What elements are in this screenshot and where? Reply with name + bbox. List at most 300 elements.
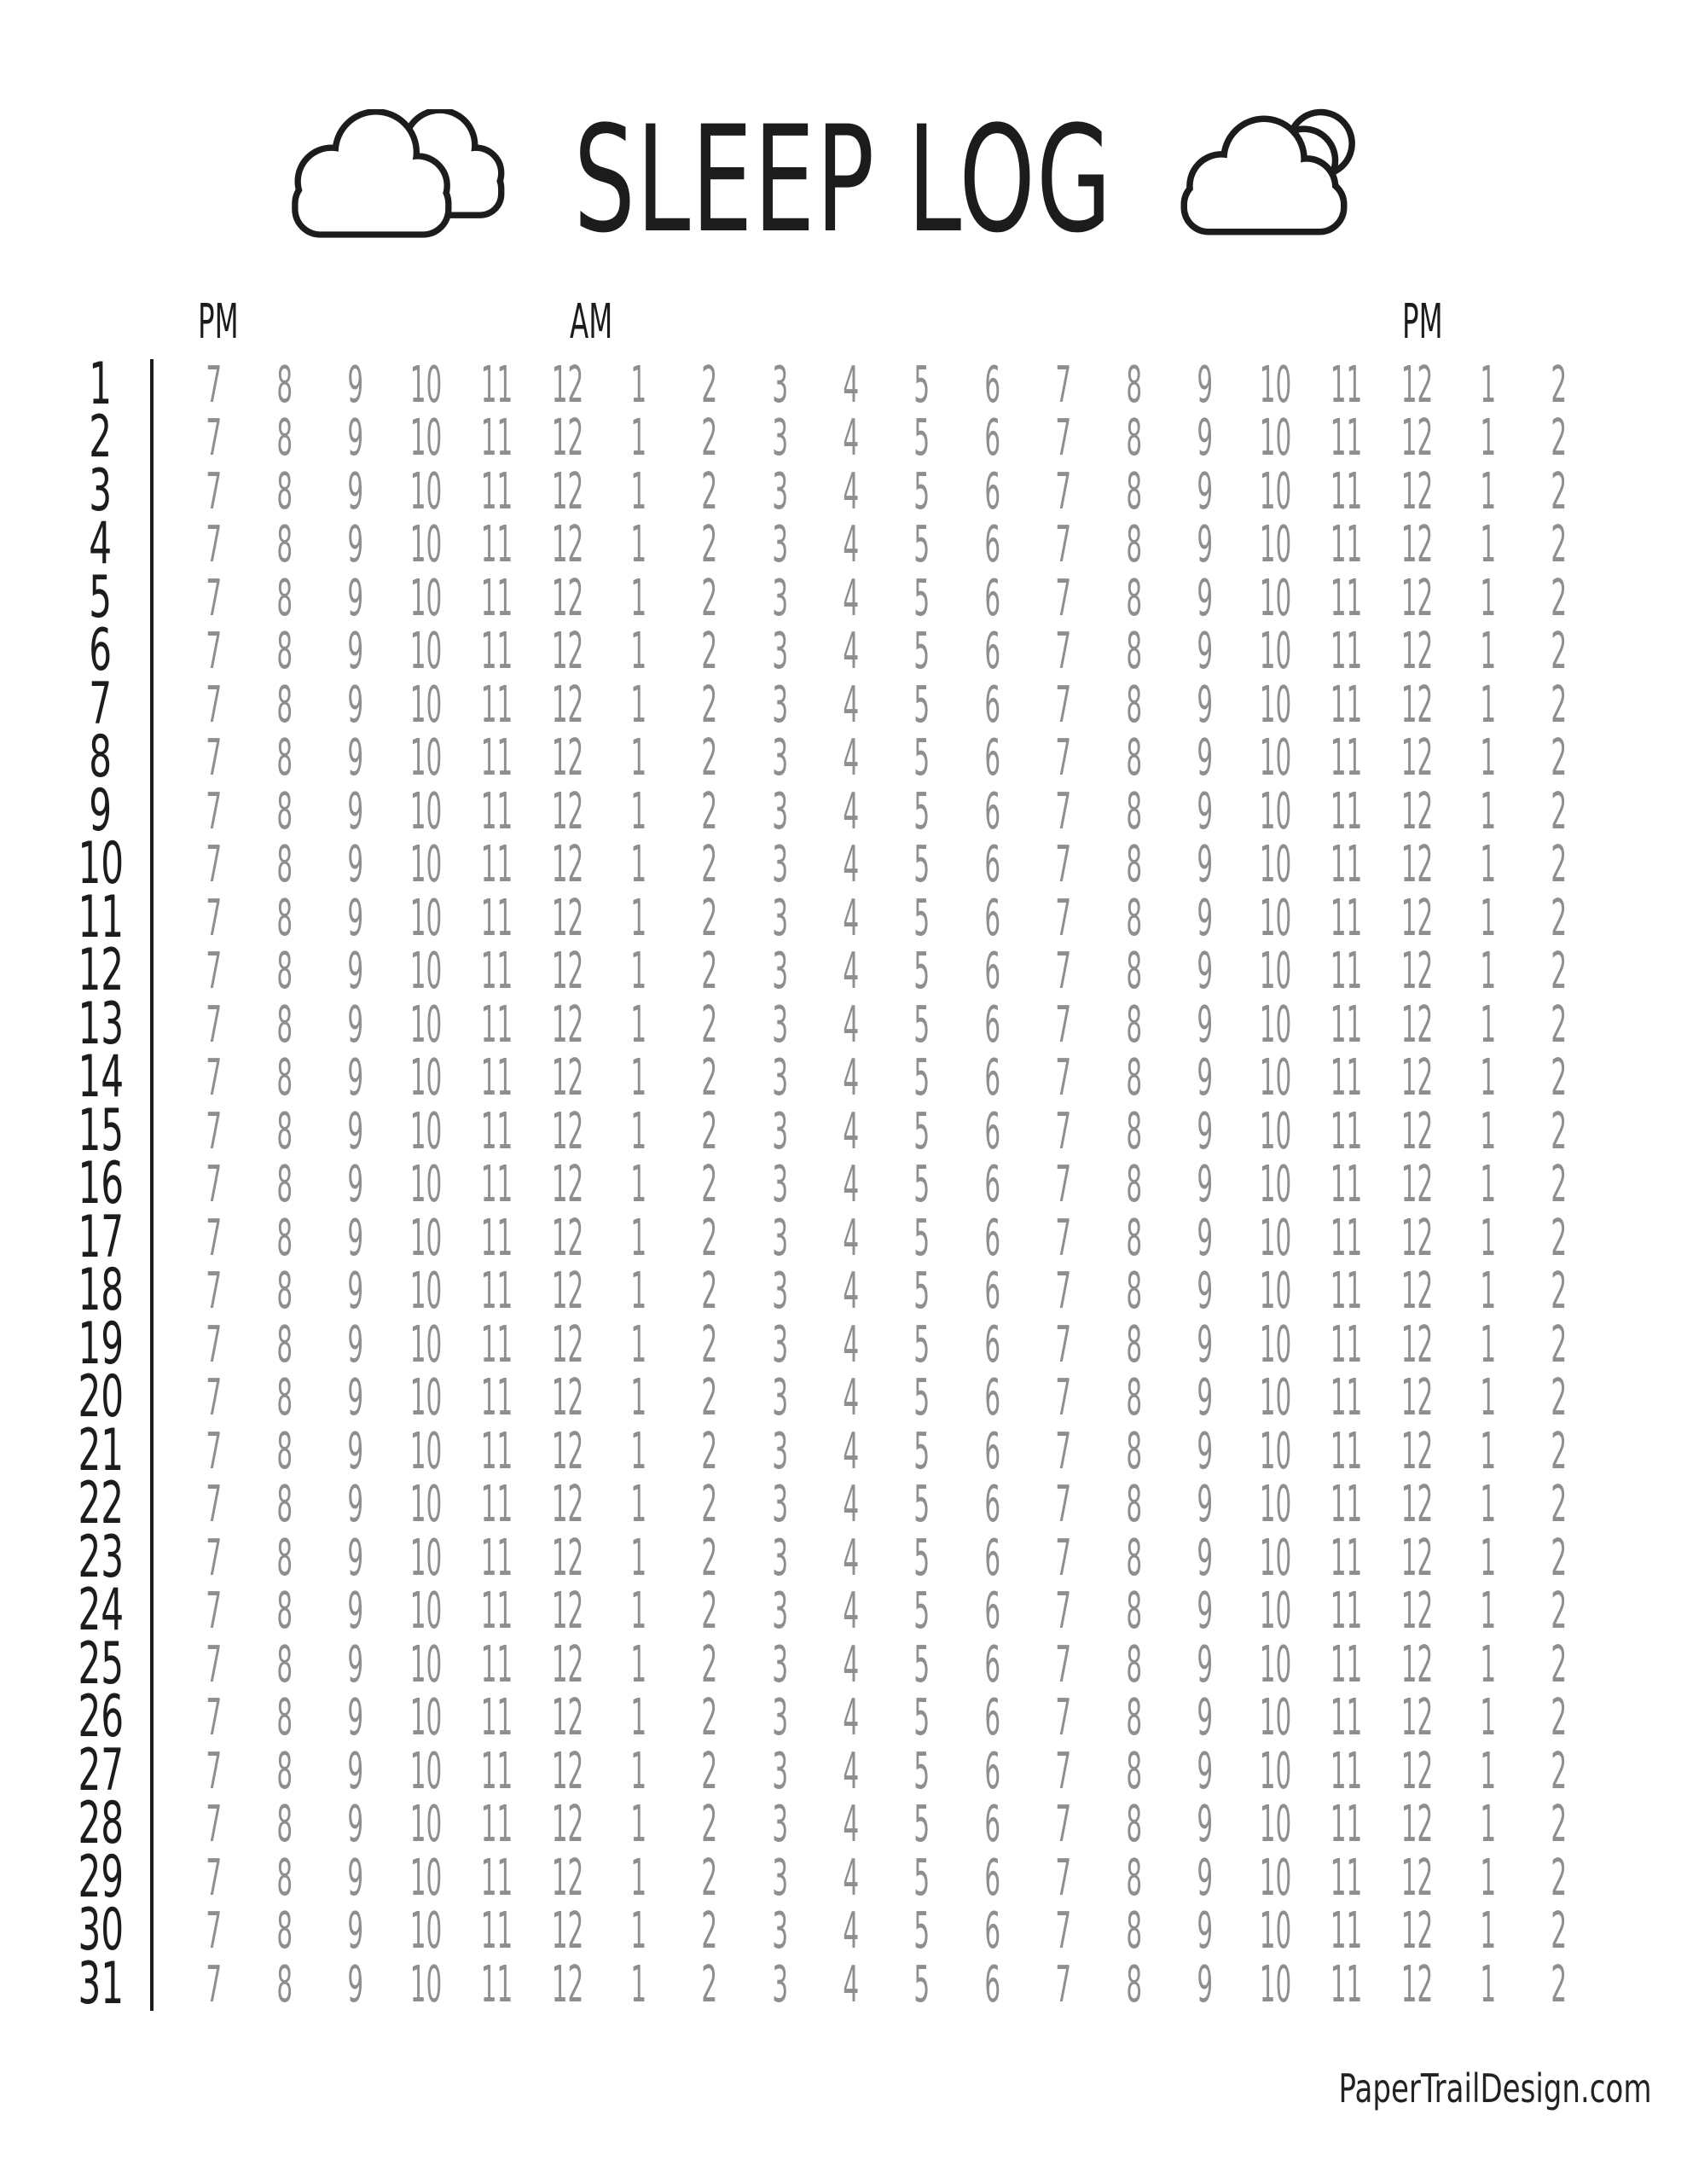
hour-cells [178, 1261, 1594, 1320]
hour-cell: 8 [276, 461, 293, 520]
hour-cell: 1 [630, 1847, 646, 1907]
day-number: 4 [89, 510, 113, 578]
hour-cell: 12 [551, 1314, 584, 1374]
hour-cell: 7 [1055, 1740, 1071, 1800]
hour-cell: 10 [1259, 1687, 1292, 1747]
hour-cell: 1 [630, 834, 646, 894]
hour-cells [178, 1208, 1594, 1267]
hour-cell: 8 [1126, 1368, 1142, 1427]
day-number: 6 [89, 617, 113, 685]
hour-cell: 8 [276, 621, 293, 681]
hour-cell: 6 [984, 1740, 1000, 1800]
hour-cell: 1 [1480, 1901, 1496, 1960]
hour-cell: 12 [1400, 1794, 1434, 1854]
table-row [51, 563, 1629, 631]
hour-cell: 11 [1330, 1101, 1363, 1160]
hour-cell: 9 [347, 941, 363, 1001]
hour-cell: 1 [630, 941, 646, 1001]
hour-cell: 3 [772, 1634, 788, 1693]
hour-cell: 5 [913, 994, 930, 1054]
hour-cell: 10 [409, 1314, 443, 1374]
hour-cell: 12 [1400, 1474, 1434, 1534]
hour-cell: 1 [630, 1207, 646, 1267]
hour-cell: 11 [480, 1581, 513, 1641]
day-number: 14 [78, 1043, 124, 1112]
hour-cell: 10 [1259, 1207, 1292, 1267]
table-row [51, 830, 1629, 898]
hour-cell: 10 [1259, 461, 1292, 520]
hour-cell: 10 [409, 1048, 443, 1107]
table-row [51, 1896, 1629, 1965]
day-number: 27 [78, 1736, 124, 1804]
hour-cell: 9 [347, 1048, 363, 1107]
hour-cell: 12 [1400, 354, 1434, 414]
hour-cells [178, 1635, 1594, 1693]
hour-cell: 1 [630, 1740, 646, 1800]
hour-cell: 1 [630, 674, 646, 734]
header-am-label: AM [570, 294, 613, 350]
hour-cell: 3 [772, 514, 788, 574]
hour-cells [178, 1794, 1594, 1853]
hour-cell: 11 [1330, 514, 1363, 574]
hour-cell: 6 [984, 1474, 1000, 1534]
hour-cell: 4 [843, 621, 859, 681]
hour-cell: 6 [984, 1207, 1000, 1267]
table-row [51, 350, 1629, 418]
hour-cell: 3 [772, 1207, 788, 1267]
hour-cell: 1 [630, 1048, 646, 1107]
hour-cell: 3 [772, 1581, 788, 1641]
day-number: 24 [78, 1577, 124, 1645]
hour-cell: 7 [206, 621, 222, 681]
hour-cell: 1 [1480, 994, 1496, 1054]
hour-cell: 2 [701, 1261, 717, 1321]
hour-cell: 10 [1259, 1474, 1292, 1534]
hour-cell: 5 [913, 1368, 930, 1427]
hour-cell: 5 [913, 514, 930, 574]
hour-cell: 5 [913, 1634, 930, 1693]
hour-cell: 8 [1126, 1154, 1142, 1214]
hour-cell: 12 [1400, 1368, 1434, 1427]
hour-cell: 8 [276, 1207, 293, 1267]
hour-cell: 2 [1551, 514, 1567, 574]
hour-cell: 11 [480, 728, 513, 787]
header-pm-left-label: PM [198, 294, 239, 350]
hour-cell: 12 [1400, 1581, 1434, 1641]
hour-cell: 7 [206, 781, 222, 840]
hour-cell: 11 [1330, 1048, 1363, 1107]
hour-cell: 7 [1055, 941, 1071, 1001]
hour-cell: 2 [1551, 994, 1567, 1054]
hour-cell: 9 [347, 887, 363, 947]
hour-cell: 8 [1126, 1420, 1142, 1480]
hour-cell: 9 [1197, 1740, 1213, 1800]
hour-cell: 1 [1480, 408, 1496, 468]
hour-cells [178, 1687, 1594, 1746]
hour-cell: 6 [984, 1687, 1000, 1747]
hour-cell: 9 [347, 994, 363, 1054]
hour-cell: 10 [409, 1101, 443, 1160]
hour-cell: 10 [1259, 728, 1292, 787]
hour-cell: 8 [276, 1740, 293, 1800]
hour-cell: 9 [1197, 1954, 1213, 2013]
hour-cell: 9 [347, 1954, 363, 2013]
hour-cell: 8 [1126, 1474, 1142, 1534]
hour-cell: 6 [984, 1261, 1000, 1321]
hour-cell: 10 [1259, 1581, 1292, 1641]
hour-cell: 7 [1055, 408, 1071, 468]
table-row [51, 456, 1629, 525]
hour-cell: 4 [843, 461, 859, 520]
hour-cell: 9 [1197, 1261, 1213, 1321]
hour-cell: 11 [1330, 621, 1363, 681]
hour-cell: 5 [913, 461, 930, 520]
hour-cell: 5 [913, 781, 930, 840]
hour-cell: 6 [984, 994, 1000, 1054]
hour-cell: 8 [1126, 1048, 1142, 1107]
hour-cell: 10 [409, 1261, 443, 1321]
hour-cell: 11 [480, 354, 513, 414]
hour-cell: 4 [843, 1154, 859, 1214]
hour-cell: 9 [1197, 1634, 1213, 1693]
hour-cell: 12 [1400, 1314, 1434, 1374]
hour-cell: 9 [347, 1847, 363, 1907]
hour-cell: 12 [551, 1740, 584, 1800]
table-row [51, 883, 1629, 951]
hour-cell: 9 [1197, 674, 1213, 734]
hour-cell: 9 [1197, 1048, 1213, 1107]
hour-cell: 12 [551, 728, 584, 787]
hour-cells [178, 1048, 1594, 1107]
hour-cell: 2 [1551, 781, 1567, 840]
hour-cell: 7 [1055, 1794, 1071, 1854]
hour-cell: 1 [630, 408, 646, 468]
hour-cell: 8 [276, 1368, 293, 1427]
hour-cell: 1 [1480, 1527, 1496, 1587]
hour-cell: 5 [913, 354, 930, 414]
hour-cell: 7 [206, 834, 222, 894]
hour-cell: 1 [630, 1634, 646, 1693]
hour-cell: 10 [409, 1527, 443, 1587]
hour-cell: 10 [409, 1687, 443, 1747]
hour-cell: 8 [1126, 514, 1142, 574]
hour-cell: 8 [276, 781, 293, 840]
hour-cell: 2 [1551, 674, 1567, 734]
hour-cell: 8 [1126, 1687, 1142, 1747]
hour-cell: 10 [409, 354, 443, 414]
hour-cell: 1 [630, 1261, 646, 1321]
hour-cell: 2 [1551, 408, 1567, 468]
hour-cell: 1 [1480, 728, 1496, 787]
hour-cell: 9 [347, 621, 363, 681]
table-row [51, 617, 1629, 685]
hour-cell: 1 [1480, 1954, 1496, 2013]
hour-cell: 3 [772, 1687, 788, 1747]
hour-cell: 9 [347, 1314, 363, 1374]
hour-cell: 12 [1400, 1527, 1434, 1587]
hour-cell: 7 [206, 1527, 222, 1587]
hour-cell: 11 [480, 1420, 513, 1480]
table-row [51, 1523, 1629, 1591]
hour-cell: 12 [1400, 1954, 1434, 2013]
hour-cell: 2 [701, 1207, 717, 1267]
hour-cell: 7 [1055, 461, 1071, 520]
hour-cell: 12 [1400, 1048, 1434, 1107]
hour-cell: 9 [347, 1634, 363, 1693]
hour-cell: 6 [984, 1368, 1000, 1427]
hour-cell: 5 [913, 1794, 930, 1854]
table-row [51, 1363, 1629, 1432]
hour-cell: 10 [1259, 1954, 1292, 2013]
hour-cell: 2 [701, 1474, 717, 1534]
hour-cell: 7 [1055, 1420, 1071, 1480]
hour-cell: 2 [701, 354, 717, 414]
hour-cell: 3 [772, 461, 788, 520]
hour-cell: 1 [1480, 1687, 1496, 1747]
hour-cell: 8 [276, 1581, 293, 1641]
hour-cell: 3 [772, 887, 788, 947]
hour-cell: 2 [1551, 1794, 1567, 1854]
table-row [51, 510, 1629, 578]
hour-cell: 12 [551, 1687, 584, 1747]
hour-cell: 7 [206, 1314, 222, 1374]
hour-cell: 10 [1259, 408, 1292, 468]
hour-cell: 2 [1551, 1420, 1567, 1480]
hour-cell: 2 [701, 1901, 717, 1960]
hour-cell: 6 [984, 941, 1000, 1001]
hour-cell: 8 [1126, 781, 1142, 840]
hour-cell: 9 [347, 1261, 363, 1321]
hour-cell: 12 [1400, 1687, 1434, 1747]
hour-cell: 7 [1055, 781, 1071, 840]
hour-cell: 2 [701, 728, 717, 787]
hour-cell: 8 [1126, 834, 1142, 894]
hour-cell: 2 [1551, 354, 1567, 414]
hour-cell: 2 [1551, 834, 1567, 894]
hour-cell: 1 [630, 728, 646, 787]
hour-cell: 6 [984, 567, 1000, 627]
hour-cell: 10 [1259, 1048, 1292, 1107]
hour-cell: 2 [1551, 1048, 1567, 1107]
hour-cell: 12 [1400, 1207, 1434, 1267]
hour-cell: 11 [480, 621, 513, 681]
hour-cells [178, 888, 1594, 947]
hour-cell: 4 [843, 1634, 859, 1693]
hour-cell: 2 [701, 1314, 717, 1374]
hour-cell: 12 [551, 1207, 584, 1267]
hour-cell: 1 [1480, 1474, 1496, 1534]
hour-cell: 3 [772, 1154, 788, 1214]
hour-cell: 1 [1480, 461, 1496, 520]
hour-cell: 1 [630, 1954, 646, 2013]
hour-cell: 11 [1330, 408, 1363, 468]
hour-cell: 9 [1197, 1154, 1213, 1214]
hour-cell: 9 [347, 1794, 363, 1854]
hour-cell: 2 [701, 461, 717, 520]
hour-cell: 2 [701, 1154, 717, 1214]
hour-cell: 2 [701, 1740, 717, 1800]
hour-cell: 6 [984, 514, 1000, 574]
hour-cell: 4 [843, 354, 859, 414]
hour-cell: 10 [409, 994, 443, 1054]
hour-cell: 1 [1480, 887, 1496, 947]
hour-cell: 11 [480, 1207, 513, 1267]
day-number: 2 [89, 404, 113, 472]
hour-cell: 10 [1259, 834, 1292, 894]
hour-cell: 10 [1259, 994, 1292, 1054]
hour-cell: 4 [843, 514, 859, 574]
hour-cell: 9 [1197, 1527, 1213, 1587]
hour-cell: 10 [1259, 1314, 1292, 1374]
hour-cells [178, 1101, 1594, 1160]
hour-cell: 10 [409, 674, 443, 734]
day-number: 16 [78, 1150, 124, 1218]
hour-cell: 10 [1259, 1420, 1292, 1480]
hour-cell: 11 [1330, 1740, 1363, 1800]
hour-cell: 7 [206, 1261, 222, 1321]
hour-cell: 2 [1551, 1154, 1567, 1214]
hour-cell: 11 [480, 1954, 513, 2013]
hour-cell: 2 [1551, 621, 1567, 681]
hour-cell: 3 [772, 1901, 788, 1960]
hour-cell: 10 [409, 514, 443, 574]
hour-cell: 11 [1330, 1368, 1363, 1427]
hour-cell: 4 [843, 1847, 859, 1907]
hour-cell: 6 [984, 781, 1000, 840]
hour-cell: 9 [347, 1368, 363, 1427]
table-row [51, 1683, 1629, 1751]
hour-cell: 7 [1055, 728, 1071, 787]
hour-cells [178, 1315, 1594, 1374]
hour-cell: 1 [1480, 1048, 1496, 1107]
hour-cell: 11 [480, 514, 513, 574]
day-number: 29 [78, 1843, 124, 1911]
hour-cell: 1 [1480, 1794, 1496, 1854]
hour-cell: 1 [1480, 1420, 1496, 1480]
hour-cell: 10 [1259, 1154, 1292, 1214]
hour-cell: 9 [1197, 781, 1213, 840]
hour-cell: 9 [1197, 1101, 1213, 1160]
hour-cell: 10 [409, 1368, 443, 1427]
hour-cell: 4 [843, 994, 859, 1054]
hour-cell: 1 [630, 514, 646, 574]
hour-cell: 3 [772, 994, 788, 1054]
hour-cell: 4 [843, 728, 859, 787]
hour-cell: 2 [1551, 1474, 1567, 1534]
hour-cell: 5 [913, 1527, 930, 1587]
hour-cell: 7 [1055, 1527, 1071, 1587]
hour-cell: 2 [701, 887, 717, 947]
hour-cell: 7 [206, 514, 222, 574]
hour-cell: 10 [1259, 1261, 1292, 1321]
hour-cell: 8 [1126, 1207, 1142, 1267]
hour-cell: 2 [701, 1048, 717, 1107]
hour-cell: 1 [630, 1527, 646, 1587]
hour-cell: 1 [630, 1581, 646, 1641]
hour-cell: 3 [772, 781, 788, 840]
hour-cell: 5 [913, 887, 930, 947]
hour-cell: 11 [1330, 1847, 1363, 1907]
hour-cell: 2 [701, 941, 717, 1001]
hour-cell: 7 [206, 728, 222, 787]
hour-cell: 10 [409, 1634, 443, 1693]
header-pm-left [198, 294, 268, 350]
hour-cell: 2 [1551, 1954, 1567, 2013]
hour-cell: 4 [843, 781, 859, 840]
hour-cell: 12 [1400, 1154, 1434, 1214]
hour-cell: 12 [551, 621, 584, 681]
hour-cell: 6 [984, 1954, 1000, 2013]
hour-cells [178, 462, 1594, 520]
hour-cell: 10 [409, 461, 443, 520]
hour-cell: 2 [701, 1368, 717, 1427]
hour-cell: 7 [1055, 1101, 1071, 1160]
table-row [51, 1790, 1629, 1858]
hour-cell: 11 [1330, 1954, 1363, 2013]
hour-cell: 3 [772, 941, 788, 1001]
hour-cell: 3 [772, 1048, 788, 1107]
hour-cell: 7 [206, 1581, 222, 1641]
hour-cell: 9 [347, 1420, 363, 1480]
hour-cell: 9 [347, 1101, 363, 1160]
hour-cell: 2 [701, 1687, 717, 1747]
hour-cell: 12 [1400, 1901, 1434, 1960]
hour-cell: 2 [1551, 1527, 1567, 1587]
hour-cells [178, 1154, 1594, 1213]
hour-cell: 4 [843, 941, 859, 1001]
hour-cell: 12 [1400, 1847, 1434, 1907]
day-number: 15 [78, 1096, 124, 1165]
hour-cell: 8 [276, 941, 293, 1001]
hour-cell: 1 [630, 461, 646, 520]
hour-cell: 1 [1480, 941, 1496, 1001]
day-number: 28 [78, 1790, 124, 1858]
hour-cell: 2 [1551, 1314, 1567, 1374]
hour-cell: 1 [630, 621, 646, 681]
hour-cell: 12 [551, 781, 584, 840]
hour-cells [178, 1528, 1594, 1587]
hour-cell: 10 [1259, 1794, 1292, 1854]
hour-cell: 5 [913, 1101, 930, 1160]
hour-cell: 5 [913, 1207, 930, 1267]
hour-cell: 10 [409, 1740, 443, 1800]
hour-cell: 11 [480, 567, 513, 627]
hour-cell: 6 [984, 1581, 1000, 1641]
hour-cell: 2 [701, 674, 717, 734]
hour-cell: 1 [630, 1101, 646, 1160]
hour-cell: 11 [480, 887, 513, 947]
hour-cell: 10 [409, 567, 443, 627]
hour-cell: 9 [1197, 1207, 1213, 1267]
hour-cell: 7 [1055, 887, 1071, 947]
hour-cell: 10 [409, 1847, 443, 1907]
hour-cells [178, 728, 1594, 787]
hour-cell: 12 [551, 354, 584, 414]
hour-cell: 5 [913, 408, 930, 468]
hour-cell: 10 [409, 1207, 443, 1267]
hour-cell: 4 [843, 1581, 859, 1641]
hour-cell: 4 [843, 1368, 859, 1427]
hour-cell: 4 [843, 1794, 859, 1854]
table-row [51, 723, 1629, 792]
hour-cell: 12 [1400, 621, 1434, 681]
hour-cell: 11 [1330, 674, 1363, 734]
hour-cells [178, 514, 1594, 573]
hour-cell: 7 [206, 1687, 222, 1747]
hour-cell: 9 [347, 1901, 363, 1960]
hour-cell: 3 [772, 567, 788, 627]
hour-cells [178, 568, 1594, 627]
